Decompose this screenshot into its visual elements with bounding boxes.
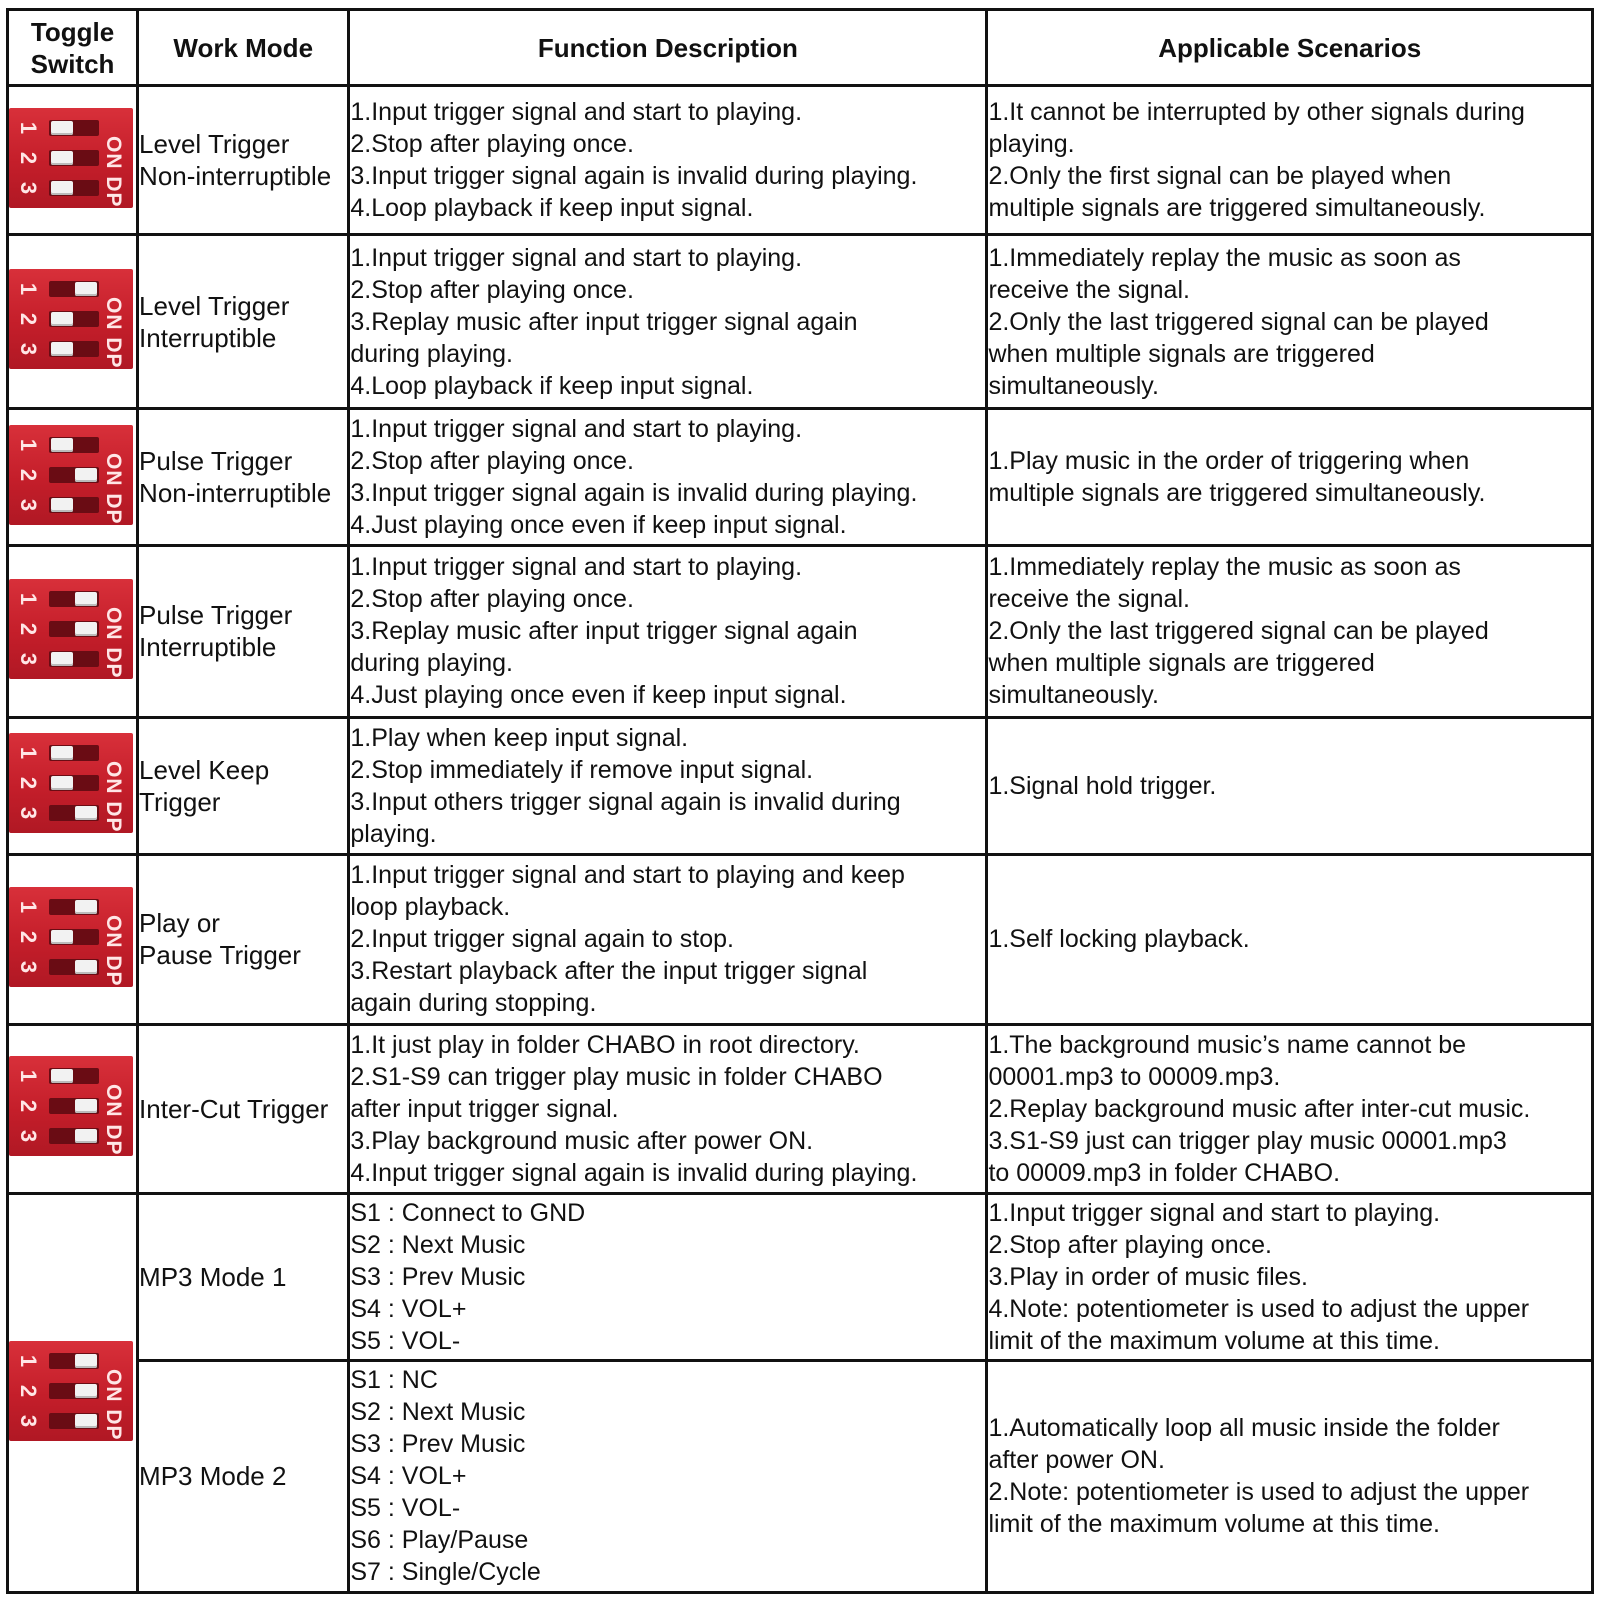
function-description-cell-line: after input trigger signal. <box>350 1094 619 1123</box>
applicable-scenarios-cell-line: multiple signals are triggered simultaneously. <box>988 479 1486 508</box>
toggle-switch-cell <box>8 86 138 235</box>
dip-knob-1 <box>51 121 73 135</box>
applicable-scenarios-cell-line: 1.Automatically loop all music inside the folder <box>988 1414 1500 1443</box>
dip-number-2: 2 <box>16 468 41 481</box>
work-mode-cell <box>138 1194 349 1361</box>
dip-knob-2 <box>51 312 73 326</box>
work-mode-cell-line: Pulse Trigger <box>139 446 293 477</box>
function-description-cell-line: during playing. <box>350 339 513 368</box>
function-description-cell <box>349 86 987 235</box>
function-description-cell-line: 2.Stop after playing once. <box>350 447 634 476</box>
dip-switch <box>9 425 133 525</box>
applicable-scenarios-cell <box>987 717 1593 854</box>
function-description-cell <box>349 1194 987 1361</box>
work-mode-cell-line: Trigger <box>139 786 221 817</box>
table-row <box>8 235 1593 409</box>
function-description-cell-line: 2.Input trigger signal again to stop. <box>350 925 734 954</box>
applicable-scenarios-cell-line: when multiple signals are triggered <box>988 649 1375 678</box>
dip-slot-1 <box>49 591 99 607</box>
function-description-cell-line: 4.Loop playback if keep input signal. <box>350 194 754 223</box>
work-mode-cell <box>138 235 349 409</box>
table-row <box>8 717 1593 854</box>
work-mode-cell-line: Pulse Trigger <box>139 600 293 631</box>
function-description-cell-line: S2 : Next Music <box>350 1398 526 1427</box>
applicable-scenarios-cell <box>987 1194 1593 1361</box>
dip-slot-3 <box>49 959 99 975</box>
dip-knob-2 <box>51 151 73 165</box>
header-toggle-line2: Switch <box>30 48 115 79</box>
function-description-cell <box>349 1360 987 1592</box>
toggle-switch-cell <box>8 1024 138 1194</box>
dip-number-1: 1 <box>16 283 41 296</box>
dip-slot-1 <box>49 1068 99 1084</box>
work-mode-table <box>6 8 1594 1594</box>
function-description-cell-line: loop playback. <box>350 893 511 922</box>
function-description-cell-line: 2.Stop immediately if remove input signal. <box>350 755 814 784</box>
function-description-cell-line: 2.Stop after playing once. <box>350 130 634 159</box>
dip-slot-3 <box>49 805 99 821</box>
dip-knob-1 <box>51 746 73 760</box>
dip-number-2: 2 <box>16 1384 41 1397</box>
function-description-cell-line: 3.Input others trigger signal again is invalid during <box>350 787 901 816</box>
work-mode-cell-line: MP3 Mode 1 <box>139 1262 287 1293</box>
function-description-cell-line: S5 : VOL- <box>350 1327 461 1356</box>
dip-number-1: 1 <box>16 592 41 606</box>
dip-knob-3 <box>75 806 97 820</box>
dip-knob-1 <box>75 592 97 606</box>
work-mode-cell-line: Non-interruptible <box>139 161 332 192</box>
dip-knob-2 <box>51 930 73 944</box>
dip-number-1: 1 <box>16 121 41 134</box>
function-description-cell <box>349 409 987 546</box>
function-description-cell <box>349 854 987 1024</box>
function-description-cell <box>349 235 987 409</box>
function-description-cell-line: 4.Just playing once even if keep input signal. <box>350 511 847 540</box>
function-description-cell-line: S2 : Next Music <box>350 1231 526 1260</box>
dip-number-1: 1 <box>16 438 41 451</box>
function-description-cell-line: during playing. <box>350 649 513 678</box>
function-description-cell-line: 3.Input trigger signal again is invalid during playing. <box>350 479 918 508</box>
table-body <box>8 86 1593 1593</box>
function-description-cell-line: S3 : Prev Music <box>350 1430 526 1459</box>
applicable-scenarios-cell-line: 2.Only the last triggered signal can be played <box>988 307 1489 336</box>
applicable-scenarios-cell-line: 4.Note: potentiometer is used to adjust the upper <box>988 1295 1530 1324</box>
applicable-scenarios-cell-line: after power ON. <box>988 1446 1165 1475</box>
dip-knob-1 <box>75 900 97 914</box>
dip-switch <box>9 1056 133 1156</box>
header-row <box>8 10 1593 86</box>
function-description-cell-line: S1 : NC <box>350 1366 438 1395</box>
applicable-scenarios-cell-line: receive the signal. <box>988 275 1190 304</box>
function-description-cell-line: S6 : Play/Pause <box>350 1526 529 1555</box>
dip-on-dp-label: ON DP <box>102 606 125 679</box>
dip-slot-1 <box>49 745 99 761</box>
function-description-cell <box>349 546 987 718</box>
work-mode-cell-line: MP3 Mode 2 <box>139 1461 287 1492</box>
dip-knob-3 <box>51 342 73 356</box>
dip-knob-3 <box>75 960 97 974</box>
function-description-cell-line: 1.It just play in folder CHABO in root directory. <box>350 1030 860 1059</box>
applicable-scenarios-cell <box>987 1024 1593 1194</box>
work-mode-cell <box>138 546 349 718</box>
dip-on-dp-label: ON DP <box>102 135 125 208</box>
header-applicable-scenarios: Applicable Scenarios <box>987 10 1593 86</box>
dip-slot-1 <box>49 281 99 297</box>
applicable-scenarios-cell-line: multiple signals are triggered simultaneously. <box>988 194 1486 223</box>
applicable-scenarios-cell <box>987 409 1593 546</box>
work-mode-cell-line: Pause Trigger <box>139 940 301 971</box>
function-description-cell-line: 1.Input trigger signal and start to playing. <box>350 553 803 582</box>
dip-number-3: 3 <box>16 1414 41 1427</box>
work-mode-cell-line: Interruptible <box>139 632 277 663</box>
applicable-scenarios-cell-line: 1.Signal hold trigger. <box>988 771 1217 800</box>
dip-slot-3 <box>49 497 99 513</box>
dip-on-dp-label: ON DP <box>102 297 125 369</box>
function-description-cell-line: S7 : Single/Cycle <box>350 1558 541 1587</box>
function-description-cell-line: playing. <box>350 819 437 848</box>
toggle-switch-cell <box>8 546 138 718</box>
dip-slot-1 <box>49 437 99 453</box>
applicable-scenarios-cell-line: playing. <box>988 130 1075 159</box>
toggle-switch-cell <box>8 1194 138 1593</box>
dip-slot-2 <box>49 775 99 791</box>
work-mode-cell-line: Level Trigger <box>139 290 290 321</box>
work-mode-cell-line: Level Keep <box>139 754 270 785</box>
applicable-scenarios-cell <box>987 1360 1593 1592</box>
table-row <box>8 86 1593 235</box>
applicable-scenarios-cell-line: 2.Note: potentiometer is used to adjust the upper <box>988 1478 1530 1507</box>
applicable-scenarios-cell-line: 1.The background music’s name cannot be <box>988 1030 1467 1059</box>
function-description-cell-line: S1 : Connect to GND <box>350 1199 586 1228</box>
work-mode-cell-line: Non-interruptible <box>139 478 332 509</box>
applicable-scenarios-cell-line: 1.Immediately replay the music as soon as <box>988 243 1461 272</box>
applicable-scenarios-cell-line: 1.Immediately replay the music as soon as <box>988 553 1461 582</box>
dip-knob-3 <box>51 498 73 512</box>
applicable-scenarios-cell-line: 00001.mp3 to 00009.mp3. <box>988 1062 1281 1091</box>
dip-number-1: 1 <box>16 1354 41 1367</box>
dip-slot-1 <box>49 899 99 915</box>
header-toggle-switch <box>8 10 138 86</box>
dip-number-3: 3 <box>16 807 41 820</box>
dip-on-dp-label: ON DP <box>102 761 125 833</box>
dip-number-2: 2 <box>16 151 41 164</box>
function-description-cell-line: 1.Play when keep input signal. <box>350 723 689 752</box>
work-mode-cell <box>138 717 349 854</box>
applicable-scenarios-cell <box>987 546 1593 718</box>
header-toggle-line1: Toggle <box>30 16 115 47</box>
applicable-scenarios-cell <box>987 86 1593 235</box>
function-description-cell-line: 3.Replay music after input trigger signal again <box>350 617 858 646</box>
applicable-scenarios-cell-line: simultaneously. <box>988 681 1159 710</box>
applicable-scenarios-cell-line: 1.It cannot be interrupted by other signals during <box>988 98 1525 127</box>
dip-knob-1 <box>51 1069 73 1083</box>
function-description-cell-line: again during stopping. <box>350 989 597 1018</box>
dip-on-dp-label: ON DP <box>102 1084 125 1156</box>
dip-knob-1 <box>75 282 97 296</box>
applicable-scenarios-cell-line: when multiple signals are triggered <box>988 339 1375 368</box>
applicable-scenarios-cell-line: receive the signal. <box>988 585 1190 614</box>
dip-knob-2 <box>51 776 73 790</box>
table-row <box>8 1194 1593 1361</box>
applicable-scenarios-cell-line: 3.S1-S9 just can trigger play music 00001.mp3 <box>988 1126 1507 1155</box>
function-description-cell-line: 4.Loop playback if keep input signal. <box>350 371 754 400</box>
table-row <box>8 1024 1593 1194</box>
applicable-scenarios-cell-line: 1.Self locking playback. <box>988 925 1250 954</box>
dip-knob-1 <box>75 1354 97 1368</box>
dip-slot-1 <box>49 120 99 136</box>
dip-knob-1 <box>51 438 73 452</box>
applicable-scenarios-cell-line: 1.Play music in the order of triggering when <box>988 447 1470 476</box>
dip-slot-3 <box>49 1413 99 1429</box>
toggle-switch-cell <box>8 235 138 409</box>
dip-number-2: 2 <box>16 1100 41 1113</box>
function-description-cell-line: 3.Play background music after power ON. <box>350 1126 814 1155</box>
toggle-switch-cell <box>8 409 138 546</box>
work-mode-cell-line: Play or <box>139 908 220 939</box>
function-description-cell-line: 1.Input trigger signal and start to playing. <box>350 415 803 444</box>
applicable-scenarios-cell-line: 2.Only the first signal can be played when <box>988 162 1452 191</box>
work-mode-cell <box>138 1024 349 1194</box>
dip-slot-2 <box>49 311 99 327</box>
function-description-cell-line: S3 : Prev Music <box>350 1263 526 1292</box>
dip-switch <box>9 108 133 208</box>
table-row <box>8 546 1593 718</box>
dip-slot-2 <box>49 929 99 945</box>
function-description-cell-line: 3.Restart playback after the input trigger signal <box>350 957 868 986</box>
work-mode-cell <box>138 409 349 546</box>
dip-slot-3 <box>49 651 99 667</box>
table-row <box>8 1360 1593 1592</box>
work-mode-cell-line: Interruptible <box>139 322 277 353</box>
work-mode-cell <box>138 86 349 235</box>
work-mode-cell-line: Level Trigger <box>139 129 290 160</box>
dip-number-3: 3 <box>16 1130 41 1143</box>
applicable-scenarios-cell-line: to 00009.mp3 in folder CHABO. <box>988 1158 1341 1187</box>
dip-switch <box>9 1341 133 1441</box>
function-description-cell-line: 3.Input trigger signal again is invalid during playing. <box>350 162 918 191</box>
applicable-scenarios-cell-line: 2.Stop after playing once. <box>988 1231 1272 1260</box>
header-function-description: Function Description <box>349 10 987 86</box>
table-row <box>8 409 1593 546</box>
dip-slot-3 <box>49 180 99 196</box>
dip-number-1: 1 <box>16 747 41 760</box>
function-description-cell-line: S4 : VOL+ <box>350 1462 467 1491</box>
dip-number-3: 3 <box>16 498 41 511</box>
applicable-scenarios-cell-line: 2.Replay background music after inter-cut music. <box>988 1094 1531 1123</box>
dip-slot-2 <box>49 1383 99 1399</box>
dip-number-2: 2 <box>16 313 41 326</box>
applicable-scenarios-cell-line: limit of the maximum volume at this time. <box>988 1327 1440 1356</box>
toggle-switch-cell <box>8 854 138 1024</box>
function-description-cell-line: S5 : VOL- <box>350 1494 461 1523</box>
applicable-scenarios-cell <box>987 854 1593 1024</box>
table-row <box>8 854 1593 1024</box>
function-description-cell-line: 4.Input trigger signal again is invalid during playing. <box>350 1158 918 1187</box>
dip-on-dp-label: ON DP <box>102 1368 125 1441</box>
dip-number-3: 3 <box>16 652 41 666</box>
dip-number-3: 3 <box>16 181 41 194</box>
dip-slot-2 <box>49 467 99 483</box>
dip-switch <box>9 579 133 679</box>
applicable-scenarios-cell-line: 2.Only the last triggered signal can be played <box>988 617 1489 646</box>
applicable-scenarios-cell-line: limit of the maximum volume at this time. <box>988 1510 1440 1539</box>
dip-knob-3 <box>51 181 73 195</box>
dip-number-2: 2 <box>16 930 41 943</box>
dip-on-dp-label: ON DP <box>102 914 125 987</box>
dip-number-1: 1 <box>16 900 41 913</box>
function-description-cell-line: 3.Replay music after input trigger signal again <box>350 307 858 336</box>
dip-number-3: 3 <box>16 960 41 973</box>
dip-switch <box>9 269 133 369</box>
function-description-cell-line: S4 : VOL+ <box>350 1295 467 1324</box>
function-description-cell <box>349 717 987 854</box>
header-work-mode: Work Mode <box>138 10 349 86</box>
toggle-switch-cell <box>8 717 138 854</box>
function-description-cell-line: 1.Input trigger signal and start to playing and keep <box>350 861 905 890</box>
applicable-scenarios-cell-line: 3.Play in order of music files. <box>988 1263 1309 1292</box>
dip-slot-3 <box>49 1128 99 1144</box>
dip-slot-2 <box>49 1098 99 1114</box>
dip-slot-2 <box>49 621 99 637</box>
dip-slot-3 <box>49 341 99 357</box>
function-description-cell-line: 1.Input trigger signal and start to playing. <box>350 98 803 127</box>
work-mode-cell <box>138 1360 349 1592</box>
work-mode-cell-line: Inter-Cut Trigger <box>139 1093 329 1124</box>
dip-number-3: 3 <box>16 343 41 356</box>
function-description-cell-line: 2.Stop after playing once. <box>350 585 634 614</box>
function-description-cell-line: 1.Input trigger signal and start to playing. <box>350 243 803 272</box>
dip-knob-3 <box>51 652 73 666</box>
dip-knob-3 <box>75 1129 97 1143</box>
applicable-scenarios-cell-line: 1.Input trigger signal and start to playing. <box>988 1199 1441 1228</box>
function-description-cell-line: 2.Stop after playing once. <box>350 275 634 304</box>
dip-on-dp-label: ON DP <box>102 452 125 525</box>
dip-number-2: 2 <box>16 777 41 790</box>
dip-number-2: 2 <box>16 622 41 636</box>
dip-number-1: 1 <box>16 1070 41 1083</box>
work-mode-cell <box>138 854 349 1024</box>
function-description-cell-line: 4.Just playing once even if keep input signal. <box>350 681 847 710</box>
dip-switch <box>9 733 133 833</box>
dip-slot-1 <box>49 1353 99 1369</box>
dip-switch <box>9 887 133 987</box>
function-description-cell-line: 2.S1-S9 can trigger play music in folder CHABO <box>350 1062 883 1091</box>
applicable-scenarios-cell-line: simultaneously. <box>988 371 1159 400</box>
dip-slot-2 <box>49 150 99 166</box>
applicable-scenarios-cell <box>987 235 1593 409</box>
function-description-cell <box>349 1024 987 1194</box>
dip-knob-3 <box>75 1414 97 1428</box>
